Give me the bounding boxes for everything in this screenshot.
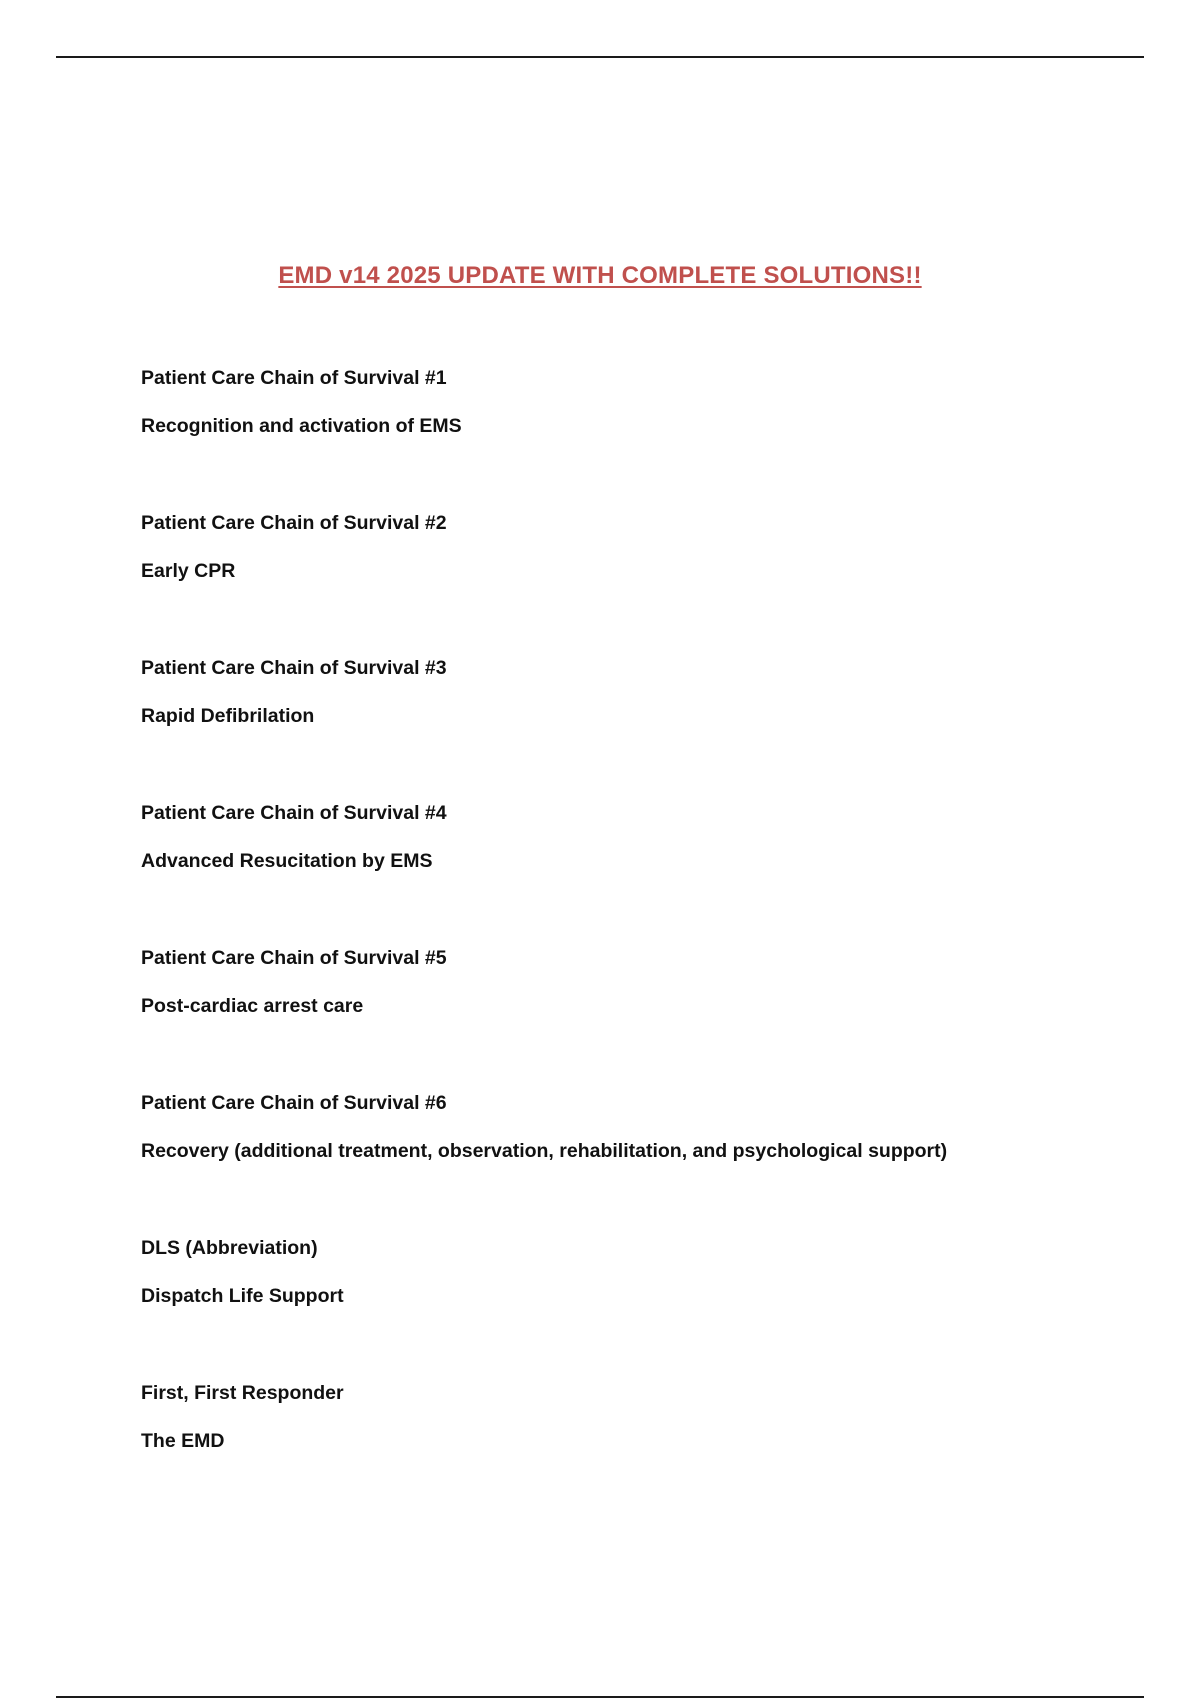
question-text: Patient Care Chain of Survival #5	[141, 947, 447, 969]
question-text: First, First Responder	[141, 1382, 344, 1404]
qa-item	[141, 366, 1141, 511]
qa-item	[141, 946, 1141, 1091]
header-rule	[56, 56, 1144, 58]
qa-item	[141, 1091, 1141, 1236]
qa-item	[141, 511, 1141, 656]
answer-text: Post-cardiac arrest care	[141, 995, 364, 1017]
qa-list	[141, 366, 1141, 1526]
answer-text: The EMD	[141, 1430, 225, 1452]
question-text: Patient Care Chain of Survival #4	[141, 802, 447, 824]
qa-item	[141, 1236, 1141, 1381]
question-text: Patient Care Chain of Survival #1	[141, 367, 447, 389]
question-text: Patient Care Chain of Survival #6	[141, 1092, 447, 1114]
answer-text: Recognition and activation of EMS	[141, 415, 462, 437]
footer-rule	[56, 1696, 1144, 1698]
answer-text: Early CPR	[141, 560, 236, 582]
qa-item	[141, 656, 1141, 801]
answer-text: Recovery (additional treatment, observation, rehabilitation, and psychological support)	[141, 1140, 948, 1162]
qa-item	[141, 1381, 1141, 1526]
answer-text: Dispatch Life Support	[141, 1285, 344, 1307]
question-text: Patient Care Chain of Survival #2	[141, 512, 447, 534]
answer-text: Rapid Defibrilation	[141, 705, 315, 727]
answer-text: Advanced Resucitation by EMS	[141, 850, 433, 872]
question-text: Patient Care Chain of Survival #3	[141, 657, 447, 679]
question-text: DLS (Abbreviation)	[141, 1237, 318, 1259]
document-title: EMD v14 2025 UPDATE WITH COMPLETE SOLUTIONS!!	[278, 262, 922, 289]
qa-item	[141, 801, 1141, 946]
